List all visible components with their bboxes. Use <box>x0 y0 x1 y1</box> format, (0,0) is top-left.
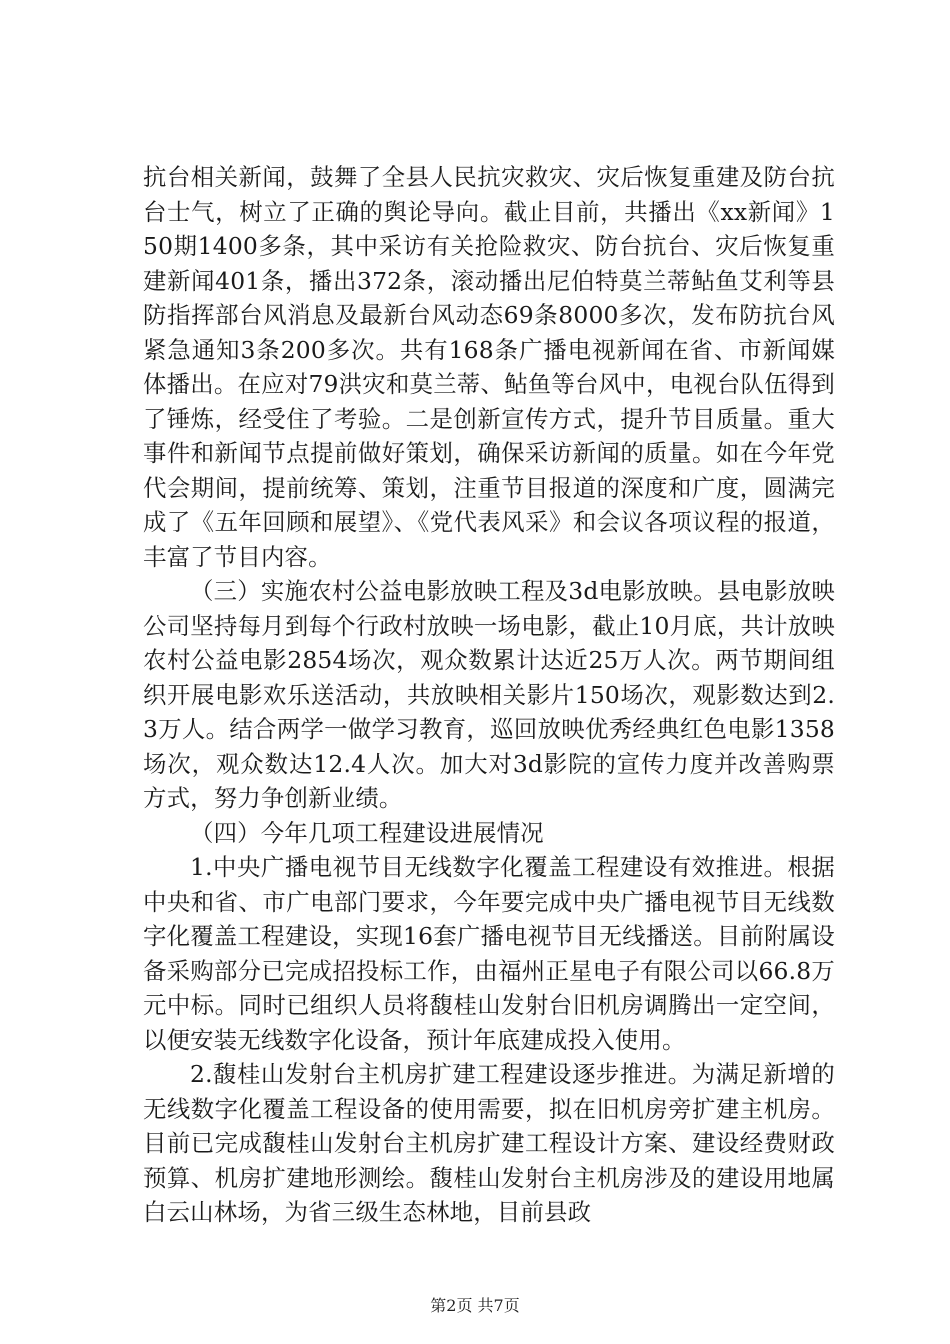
paragraph-transmitter-expansion: 2.馥桂山发射台主机房扩建工程建设逐步推进。为满足新增的无线数字化覆盖工程设备的使用需要，拟在旧机房旁扩建主机房。目前已完成馥桂山发射台主机房扩建工程设计方案、建设经费财政预算、机房扩建地形测绘。馥桂山发射台主机房涉及的建设用地属白云山林场，为省三级生态林地，目前县政 <box>143 1060 835 1226</box>
document-body <box>143 160 835 1230</box>
page-number-footer: 第2页 共7页 <box>430 1296 520 1315</box>
section-heading-projects: （四）今年几项工程建设进展情况 <box>190 818 544 847</box>
paragraph-wireless-digital: 1.中央广播电视节目无线数字化覆盖工程建设有效推进。根据中央和省、市广电部门要求，今年要完成中央广播电视节目无线数字化覆盖工程建设，实现16套广播电视节目无线播送。目前附属设备采购部分已完成招投标工作，由福州正星电子有限公司以66.8万元中标。同时已组织人员将馥桂山发射台旧机房调腾出一定空间，以便安装无线数字化设备，预计年底建成投入使用。 <box>143 853 835 1054</box>
paragraph-rural-film: （三）实施农村公益电影放映工程及3d电影放映。县电影放映公司坚持每月到每个行政村放映一场电影，截止10月底，共计放映农村公益电影2854场次，观众数累计达近25万人次。两节期间组织开展电影欢乐送活动，共放映相关影片150场次，观影数达到2.3万人。结合两学一做学习教育，巡回放映优秀经典红色电影1358场次，观众数达12.4人次。加大对3d影院的宣传力度并改善购票方式，努力争创新业绩。 <box>143 577 835 812</box>
paragraph-news-coverage: 抗台相关新闻，鼓舞了全县人民抗灾救灾、灾后恢复重建及防台抗台士气，树立了正确的舆论导向。截止目前，共播出《xx新闻》150期1400多条，其中采访有关抢险救灾、防台抗台、灾后恢复重建新闻401条，播出372条，滚动播出尼伯特莫兰蒂鲇鱼艾利等县防指挥部台风消息及最新台风动态69条8000多次，发布防抗台风紧急通知3条200多次。共有168条广播电视新闻在省、市新闻媒体播出。在应对79洪灾和莫兰蒂、鲇鱼等台风中，电视台队伍得到了锤炼，经受住了考验。二是创新宣传方式，提升节目质量。重大事件和新闻节点提前做好策划，确保采访新闻的质量。如在今年党代会期间，提前统筹、策划，注重节目报道的深度和广度，圆满完成了《五年回顾和展望》、《党代表风采》和会议各项议程的报道，丰富了节目内容。 <box>143 163 835 571</box>
